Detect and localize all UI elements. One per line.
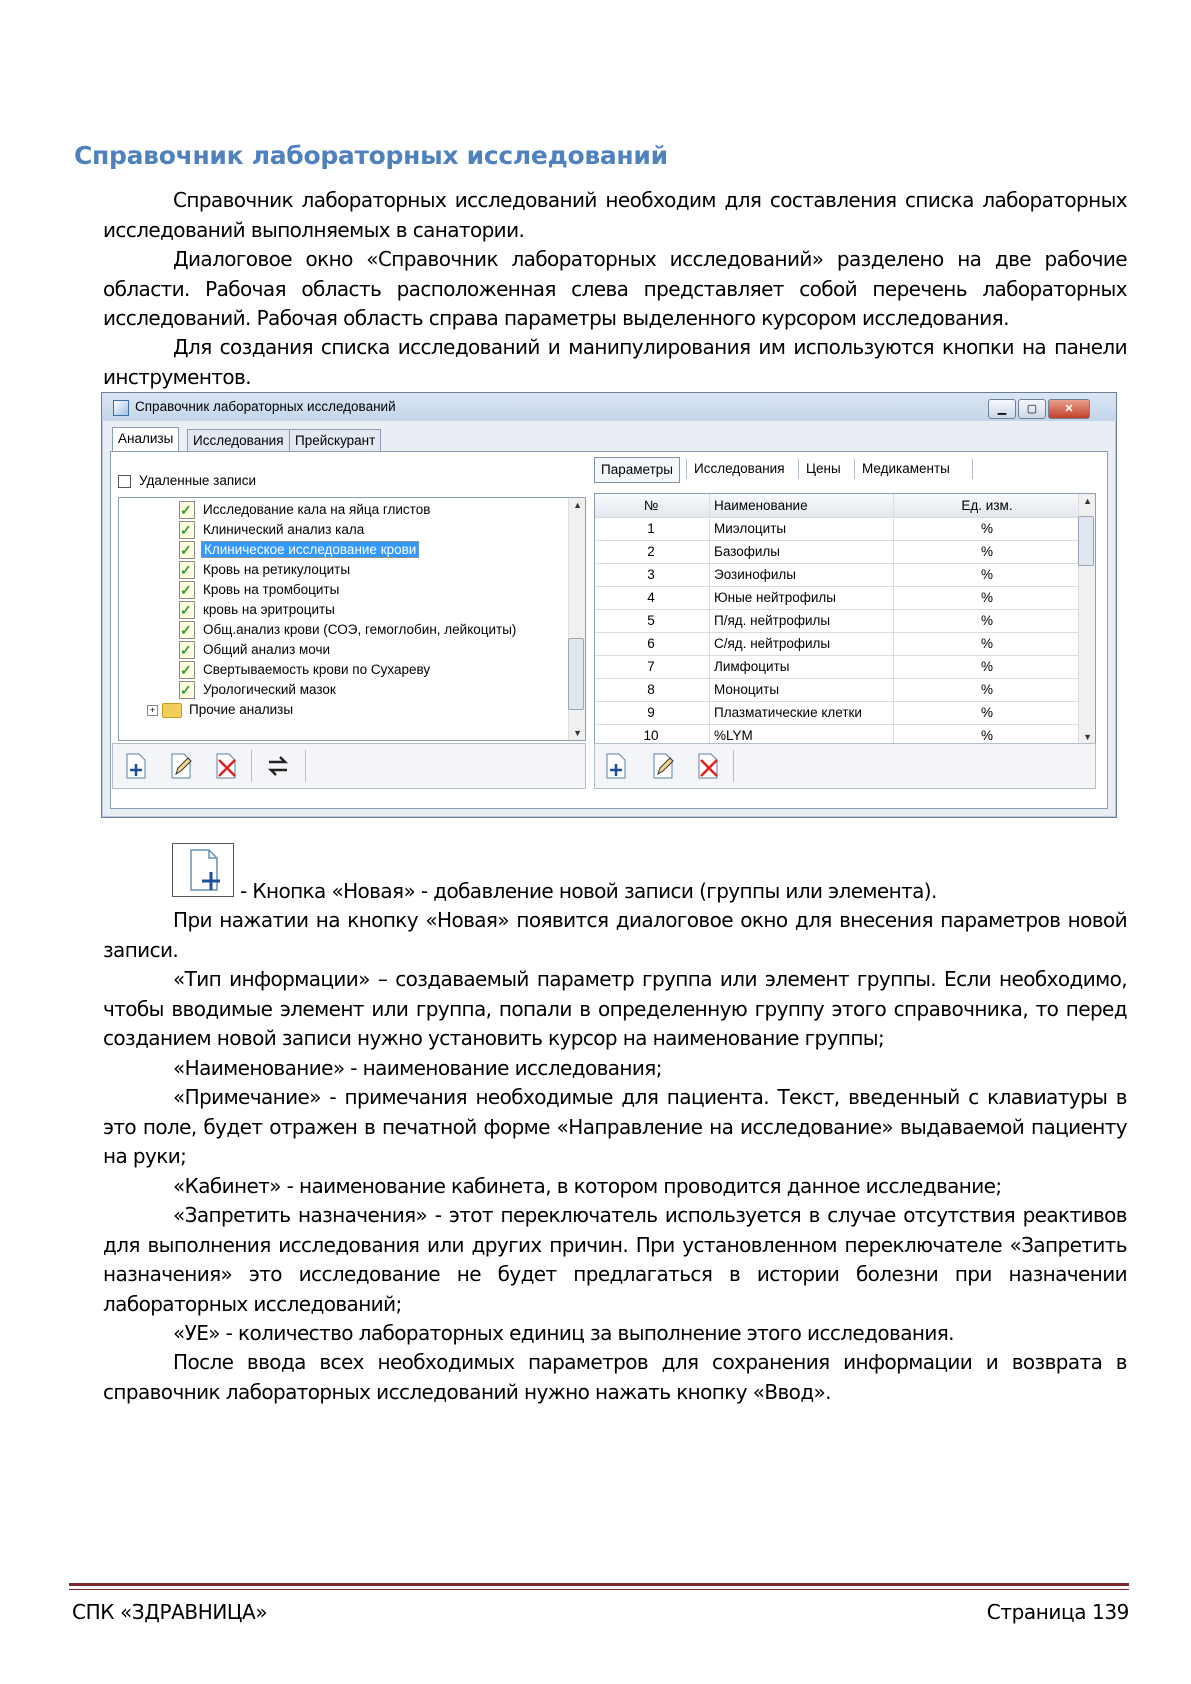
body-paragraph-5: «Кабинет» - наименование кабинета, в котором проводится данное исследвание;: [173, 1174, 1002, 1198]
lab-reference-window: [101, 392, 1117, 818]
page-title: Справочник лабораторных исследований: [74, 140, 668, 170]
scroll-down-icon[interactable]: ▼: [1083, 732, 1092, 742]
tree-item[interactable]: ✓Исследование кала на яйца глистов: [179, 500, 432, 520]
app-icon: [113, 400, 129, 416]
tree-item[interactable]: ✓Кровь на тромбоциты: [179, 580, 341, 600]
checked-document-icon: [179, 501, 195, 519]
table-row[interactable]: 9 Плазматические клетки %: [595, 701, 1079, 725]
new-button-illustration: [172, 843, 234, 897]
edit-record-icon[interactable]: [168, 752, 194, 780]
table-row[interactable]: 2 Базофилы %: [595, 540, 1079, 564]
col-header-unit[interactable]: Ед. изм.: [893, 494, 1080, 517]
body-paragraph-3: «Наименование» - наименование исследования;: [173, 1056, 662, 1080]
checked-document-icon: [179, 561, 195, 579]
tab-separator: [686, 459, 687, 479]
checked-document-icon: [179, 681, 195, 699]
deleted-records-label: Удаленные записи: [139, 473, 257, 488]
left-toolbar: [112, 743, 586, 789]
new-record-icon[interactable]: [123, 752, 149, 780]
checked-document-icon: [179, 541, 195, 559]
footer-company: СПК «ЗДРАВНИЦА»: [72, 1600, 268, 1624]
tab-parameters[interactable]: Параметры: [594, 457, 680, 483]
scroll-up-icon[interactable]: ▲: [573, 500, 582, 510]
checked-document-icon: [179, 621, 195, 639]
window-title: Справочник лабораторных исследований: [135, 399, 396, 414]
body-paragraph-7: «УЕ» - количество лабораторных единиц за выполнение этого исследования.: [173, 1321, 954, 1345]
tree-item[interactable]: ✓Урологический мазок: [179, 680, 338, 700]
tree-folder[interactable]: + Прочие анализы: [147, 700, 295, 720]
tree-item[interactable]: ✓Кровь на ретикулоциты: [179, 560, 352, 580]
analyses-tree[interactable]: [118, 497, 586, 741]
footer-rule: [69, 1583, 1129, 1586]
table-row[interactable]: 8 Моноциты %: [595, 678, 1079, 702]
deleted-records-checkbox[interactable]: [118, 473, 256, 488]
folder-icon: [162, 703, 182, 718]
move-arrows-icon[interactable]: [265, 752, 291, 780]
tab-pricelist[interactable]: Прейскурант: [289, 429, 381, 452]
body-paragraph-2: «Тип информации» – создаваемый параметр группа или элемент группы. Если необходимо, чтобы вводимые элемент или группа, попали в определенную группу этого справочника, то перед созданием новой записи нужно установить курсор на наименование группы;: [103, 967, 1127, 1050]
checked-document-icon: [179, 601, 195, 619]
expand-icon[interactable]: +: [147, 705, 158, 716]
checked-document-icon: [179, 521, 195, 539]
body-paragraph-8: После ввода всех необходимых параметров для сохранения информации и возврата в справочник лабораторных исследований нужно нажать кнопку «Ввод».: [103, 1350, 1127, 1404]
close-button[interactable]: ✕: [1048, 399, 1090, 419]
parameters-grid[interactable]: [594, 493, 1096, 745]
tree-scrollbar[interactable]: [568, 498, 585, 740]
tree-item[interactable]: ✓кровь на эритроциты: [179, 600, 337, 620]
toolbar-separator: [733, 750, 734, 782]
footer-page-number: Страница 139: [986, 1600, 1129, 1624]
checked-document-icon: [179, 661, 195, 679]
body-paragraph-6: «Запретить назначения» - этот переключатель используется в случае отсутствия реактивов для выполнения исследования или других причин. При установленном переключателе «Запретить назначения» это исследование не будет предлагаться в истории болезни при назначении лабораторных исследований;: [103, 1203, 1127, 1316]
window-titlebar: [102, 393, 1116, 421]
footer-rule: [69, 1589, 1129, 1590]
tab-medications[interactable]: Медикаменты: [862, 461, 950, 476]
intro-paragraph-2: Диалоговое окно «Справочник лабораторных исследований» разделено на две рабочие области. Рабочая область расположенная слева представляет собой перечень лабораторных исследований. Рабочая область справа параметры выделенного курсором исследования.: [103, 247, 1127, 330]
intro-paragraph-1: Справочник лабораторных исследований необходим для составления списка лабораторных исследований выполняемых в санатории.: [103, 188, 1127, 242]
table-row[interactable]: 5 П/яд. нейтрофилы %: [595, 609, 1079, 633]
tree-item[interactable]: ✓Общ.анализ крови (СОЭ, гемоглобин, лейкоциты): [179, 620, 518, 640]
scroll-thumb[interactable]: [1078, 516, 1094, 566]
tree-item[interactable]: ✓Общий анализ мочи: [179, 640, 332, 660]
tab-research[interactable]: Исследования: [187, 429, 290, 452]
tab-prices[interactable]: Цены: [806, 461, 841, 476]
scroll-thumb[interactable]: [568, 638, 584, 710]
tree-item[interactable]: ✓Свертываемость крови по Сухареву: [179, 660, 432, 680]
col-header-number[interactable]: №: [643, 498, 659, 513]
table-row[interactable]: 3 Эозинофилы %: [595, 563, 1079, 587]
scroll-down-icon[interactable]: ▼: [573, 728, 582, 738]
new-button-caption: - Кнопка «Новая» - добавление новой записи (группы или элемента).: [240, 879, 937, 903]
tree-item-selected[interactable]: ✓Клиническое исследование крови: [179, 540, 419, 560]
tab-separator: [972, 459, 973, 479]
delete-record-icon[interactable]: [695, 752, 721, 780]
tab-analyses[interactable]: Анализы: [112, 427, 179, 453]
scroll-up-icon[interactable]: ▲: [1083, 496, 1092, 506]
body-paragraph-1: При нажатии на кнопку «Новая» появится диалоговое окно для внесения параметров новой записи.: [103, 908, 1127, 962]
edit-record-icon[interactable]: [650, 752, 676, 780]
toolbar-separator: [251, 750, 252, 782]
col-header-name[interactable]: Наименование: [709, 494, 894, 517]
table-row[interactable]: 4 Юные нейтрофилы %: [595, 586, 1079, 610]
checked-document-icon: [179, 641, 195, 659]
grid-header: [595, 494, 1079, 518]
body-paragraph-4: «Примечание» - примечания необходимые для пациента. Текст, введенный с клавиатуры в это поле, будет отражен в печатной форме «Направление на исследование» выдаваемой пациенту на руки;: [103, 1085, 1127, 1168]
minimize-button[interactable]: ▁: [988, 399, 1016, 419]
checked-document-icon: [179, 581, 195, 599]
delete-record-icon[interactable]: [213, 752, 239, 780]
table-row[interactable]: 10 %LYM %: [595, 724, 1079, 745]
table-row[interactable]: 1 Миэлоциты %: [595, 517, 1079, 541]
grid-scrollbar[interactable]: [1078, 494, 1095, 744]
toolbar-separator: [305, 750, 306, 782]
tree-item[interactable]: ✓Клинический анализ кала: [179, 520, 366, 540]
checkbox-box[interactable]: [118, 475, 131, 488]
right-toolbar: [594, 743, 1096, 789]
tab-separator: [854, 459, 855, 479]
tab-separator: [798, 459, 799, 479]
table-row[interactable]: 6 С/яд. нейтрофилы %: [595, 632, 1079, 656]
table-row[interactable]: 7 Лимфоциты %: [595, 655, 1079, 679]
new-record-icon[interactable]: [603, 752, 629, 780]
new-record-icon: [173, 844, 233, 896]
maximize-button[interactable]: ▢: [1018, 399, 1046, 419]
tab-details-research[interactable]: Исследования: [694, 461, 785, 476]
intro-paragraph-3: Для создания списка исследований и манипулирования им используются кнопки на панели инструментов.: [103, 335, 1127, 389]
